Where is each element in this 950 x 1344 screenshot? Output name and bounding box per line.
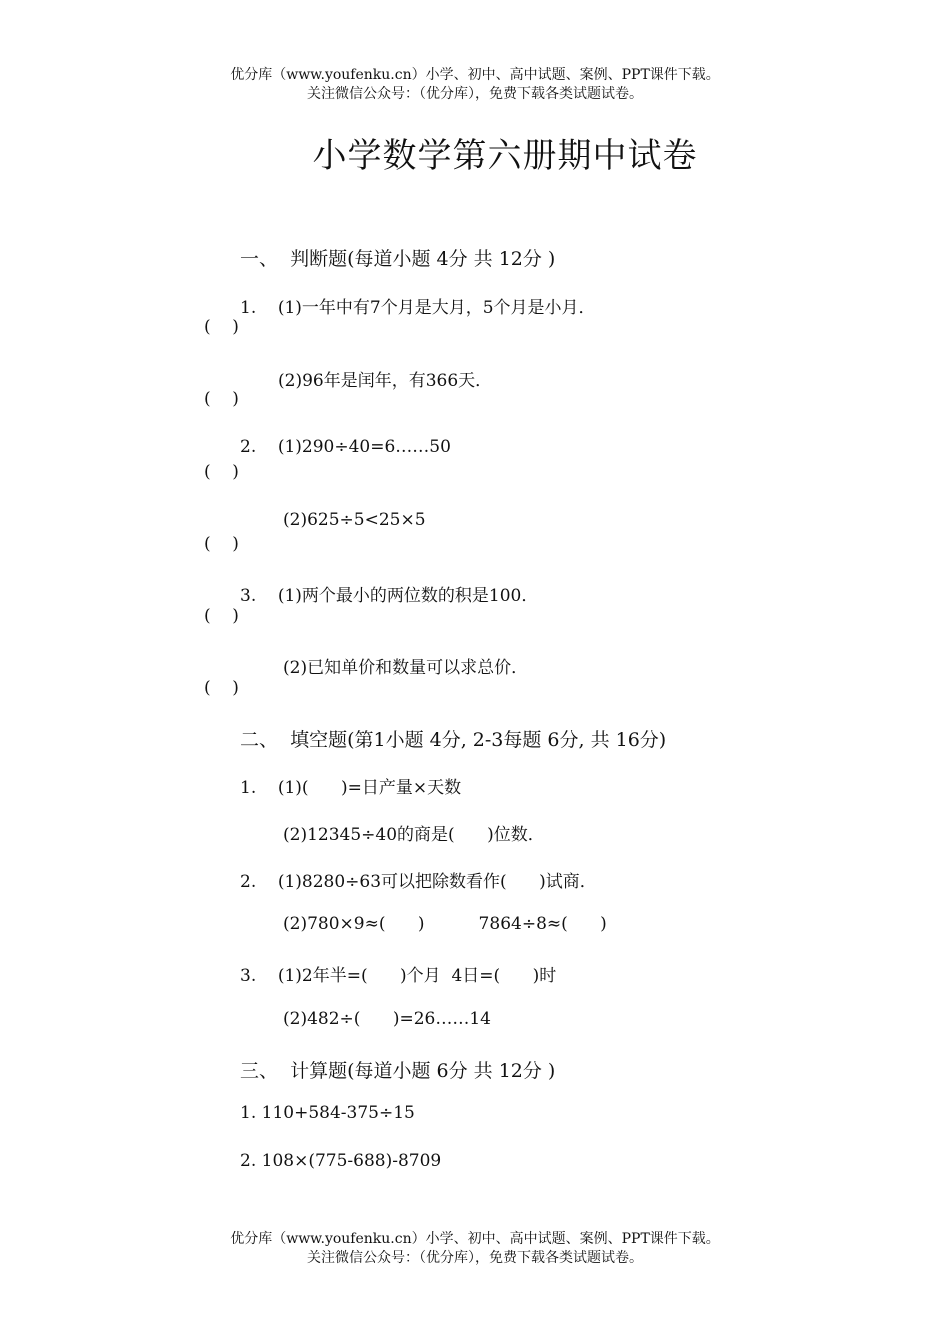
footer-line-1: 优分库（www.youfenku.cn）小学、初中、高中试题、案例、PPT课件下载。 [230, 1231, 720, 1247]
s3-q2: 2. 108×(775-688)-8709 [240, 1151, 442, 1171]
s1-q3-part1: 3. (1)两个最小的两位数的积是100． [240, 586, 539, 606]
page-footer [0, 1230, 950, 1268]
footer-line-2: 关注微信公众号：（优分库），免费下载各类试题试卷。 [307, 1250, 643, 1266]
s1-q2-part2: (2)625÷5<25×5 [283, 510, 426, 530]
s2-q2-part1: 2. (1)8280÷63可以把除数看作( )试商． [240, 872, 597, 892]
page-title: 小学数学第六册期中试卷 [312, 136, 698, 176]
s1-q1-part2: (2)96年是闰年，有366天． [278, 371, 493, 391]
s1-q1-part1-answer[interactable]: ( ) [204, 317, 239, 337]
section-1-heading: 一、 判断题(每道小题 4分 共 12分 ) [240, 248, 556, 270]
s2-q3-part2: (2)482÷( )=26……14 [283, 1009, 491, 1029]
s1-q3-part2-answer[interactable]: ( ) [204, 678, 239, 698]
s3-q1: 1. 110+584-375÷15 [240, 1103, 415, 1123]
s1-q1-part2-answer[interactable]: ( ) [204, 389, 239, 409]
header-line-2: 关注微信公众号：（优分库），免费下载各类试题试卷。 [307, 86, 643, 102]
s1-q2-part2-answer[interactable]: ( ) [204, 534, 239, 554]
s2-q1-part1: 1. (1)( )=日产量×天数 [240, 778, 462, 798]
section-2-heading: 二、 填空题(第1小题 4分, 2-3每题 6分, 共 16分) [240, 729, 667, 751]
s2-q2-part2: (2)780×9≈( ) 7864÷8≈( ) [283, 914, 607, 934]
s2-q1-part2: (2)12345÷40的商是( )位数． [283, 825, 545, 845]
s1-q3-part2: (2)已知单价和数量可以求总价． [283, 658, 529, 678]
page-header [0, 66, 950, 104]
s1-q1-part1: 1. (1)一年中有7个月是大月，5个月是小月． [240, 298, 596, 318]
s1-q2-part1-answer[interactable]: ( ) [204, 462, 239, 482]
s2-q3-part1: 3. (1)2年半=( )个月 4日=( )时 [240, 966, 557, 986]
section-3-heading: 三、 计算题(每道小题 6分 共 12分 ) [240, 1060, 556, 1082]
header-line-1: 优分库（www.youfenku.cn）小学、初中、高中试题、案例、PPT课件下载。 [230, 67, 720, 83]
s1-q2-part1: 2. (1)290÷40=6……50 [240, 437, 451, 457]
s1-q3-part1-answer[interactable]: ( ) [204, 606, 239, 626]
